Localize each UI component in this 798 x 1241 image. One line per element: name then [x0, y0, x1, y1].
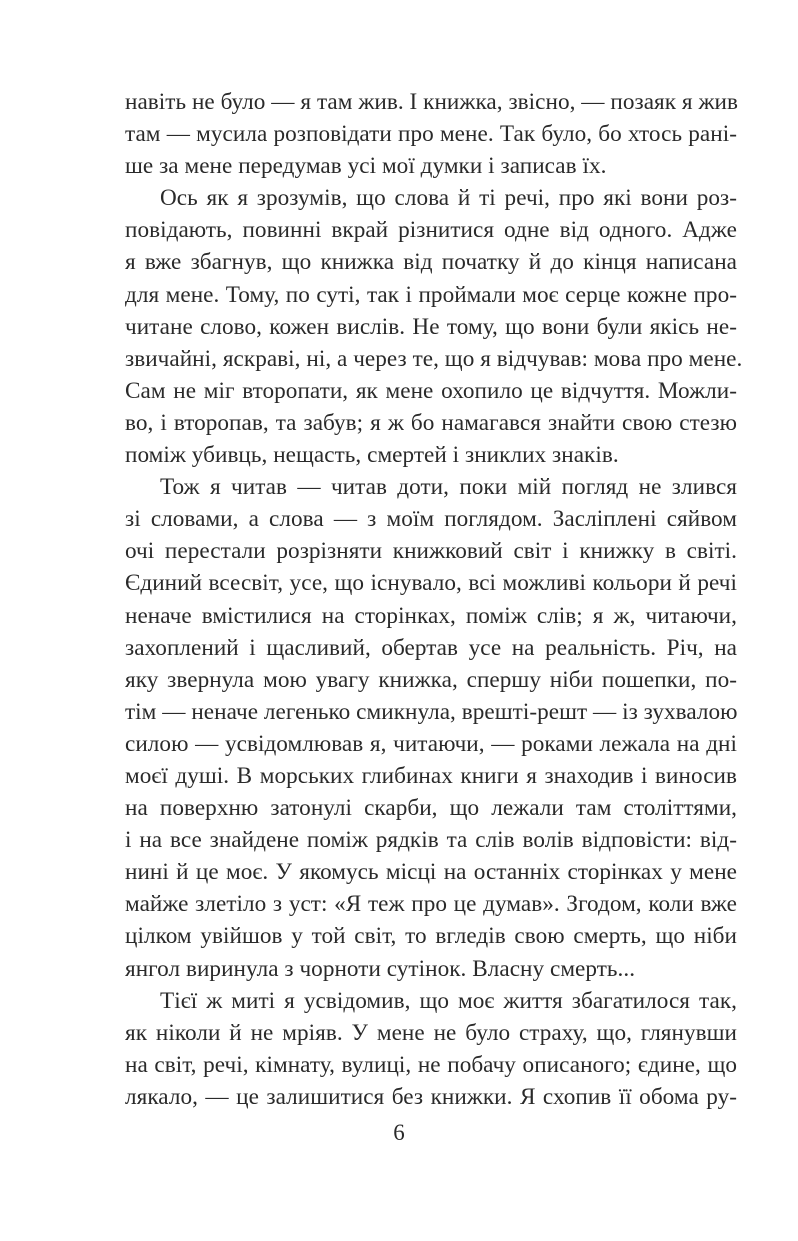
- text-line: моєї душі. В морських глибинах книги я знаходив і виносив: [125, 762, 737, 789]
- text-line: Єдиний всесвіт, усе, що існувало, всі можливі кольори й речі: [125, 570, 737, 597]
- text-line: читане слово, кожен вислів. Не тому, що вони були якісь не-: [125, 313, 737, 340]
- text-line: Тієї ж миті я усвідомив, що моє життя збагатилося так,: [160, 987, 737, 1014]
- text-line: на поверхню затонулі скарби, що лежали там століттями,: [125, 795, 737, 822]
- text-line: ше за мене передумав усі мої думки і записав їх.: [125, 153, 607, 180]
- text-line: Тож я читав — читав доти, поки мій погляд не злився: [160, 474, 737, 501]
- text-line: силою — усвідомлював я, читаючи, — роками лежала на дні: [125, 730, 737, 757]
- text-line: неначе вмістилися на сторінках, поміж слів; я ж, читаючи,: [125, 602, 737, 629]
- text-line: там — мусила розповідати про мене. Так було, бо хтось рані-: [125, 121, 737, 148]
- text-line: очі перестали розрізняти книжковий світ і книжку в світі.: [125, 538, 737, 565]
- text-line: лякало, — це залишитися без книжки. Я схопив її обома ру-: [125, 1083, 737, 1110]
- text-line: Сам не міг второпати, як мене охопило це відчуття. Можли-: [125, 377, 737, 404]
- text-line: зі словами, а слова — з моїм поглядом. Засліплені сяйвом: [125, 506, 737, 533]
- text-line: на світ, речі, кімнату, вулиці, не побачу описаного; єдине, що: [125, 1051, 737, 1078]
- text-line: нині й це моє. У якомусь місці на останніх сторінках у мене: [125, 859, 737, 886]
- text-line: повідають, повинні вкрай різнитися одне від одного. Адже: [125, 217, 737, 244]
- text-line: для мене. Тому, по суті, так і проймали моє серце кожне про-: [125, 281, 737, 308]
- text-line: я вже збагнув, що книжка від початку й до кінця написана: [125, 249, 737, 276]
- text-line: яку звернула мою увагу книжка, спершу ніби пошепки, по-: [125, 666, 737, 693]
- text-line: во, і второпав, та забув; я ж бо намагався знайти свою стезю: [125, 409, 737, 436]
- text-line: янгол виринула з чорноти сутінок. Власну смерть...: [125, 955, 636, 982]
- text-line: цілком увійшов у той світ, то вгледів свою смерть, що ніби: [125, 923, 737, 950]
- text-line: тім — неначе легенько смикнула, врешті-решт — із зухвалою: [125, 698, 738, 725]
- text-line: звичайні, яскраві, ні, а через те, що я відчував: мова про мене.: [125, 345, 743, 372]
- text-line: Ось як я зрозумів, що слова й ті речі, про які вони роз-: [160, 185, 737, 212]
- text-line: і на все знайдене поміж рядків та слів волів відповісти: від-: [125, 827, 737, 854]
- body-text: [125, 86, 743, 1113]
- text-line: навіть не було — я там жив. І книжка, звісно, — позаяк я жив: [125, 89, 739, 115]
- page-number: 6: [393, 1120, 405, 1145]
- text-line: як ніколи й не мріяв. У мене не було страху, що, глянувши: [125, 1019, 737, 1046]
- text-line: майже злетіло з уст: «Я теж про це думав». Згодом, коли вже: [125, 891, 737, 918]
- text-line: поміж убивць, нещасть, смертей і зниклих знаків.: [125, 442, 619, 469]
- text-line: захоплений і щасливий, обертав усе на реальність. Річ, на: [125, 634, 737, 661]
